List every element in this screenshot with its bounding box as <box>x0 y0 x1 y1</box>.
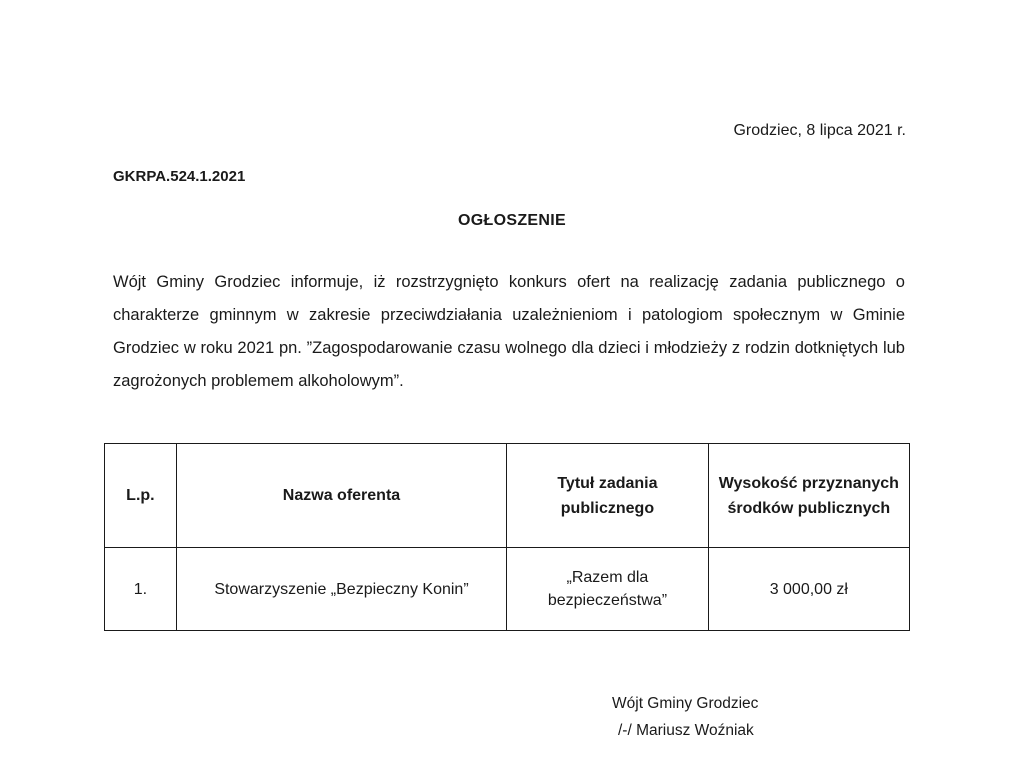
document-title: OGŁOSZENIE <box>458 212 566 229</box>
results-table <box>104 443 910 631</box>
header-amount: Wysokość przyznanych środków publicznych <box>708 444 909 548</box>
cell-name: Stowarzyszenie „Bezpieczny Konin” <box>176 548 506 631</box>
header-task-title: Tytuł zadania publicznego <box>507 444 708 548</box>
signature-position: Wójt Gminy Grodziec <box>612 695 759 712</box>
header-lp: L.p. <box>105 444 177 548</box>
reference-number: GKRPA.524.1.2021 <box>113 168 246 185</box>
cell-amount: 3 000,00 zł <box>708 548 909 631</box>
table-row <box>105 548 910 631</box>
announcement-body: Wójt Gminy Grodziec informuje, iż rozstrzygnięto konkurs ofert na realizację zadania publicznego o charakterze gminnym w zakresie przeciwdziałania uzależnieniom i patologiom społecznym w Gminie Grodziec w roku 2021 pn. ”Zagospodarowanie czasu wolnego dla dzieci i młodzieży z rodzin dotkniętych lub zagrożonych problemem alkoholowym”. <box>113 273 905 390</box>
signature-block <box>612 690 758 744</box>
cell-task-title: „Razem dla bezpieczeństwa” <box>507 548 708 631</box>
table-header-row <box>105 444 910 548</box>
header-name: Nazwa oferenta <box>176 444 506 548</box>
signature-name: /-/ Mariusz Woźniak <box>618 722 754 739</box>
cell-lp: 1. <box>105 548 177 631</box>
document-date: Grodziec, 8 lipca 2021 r. <box>733 122 906 139</box>
